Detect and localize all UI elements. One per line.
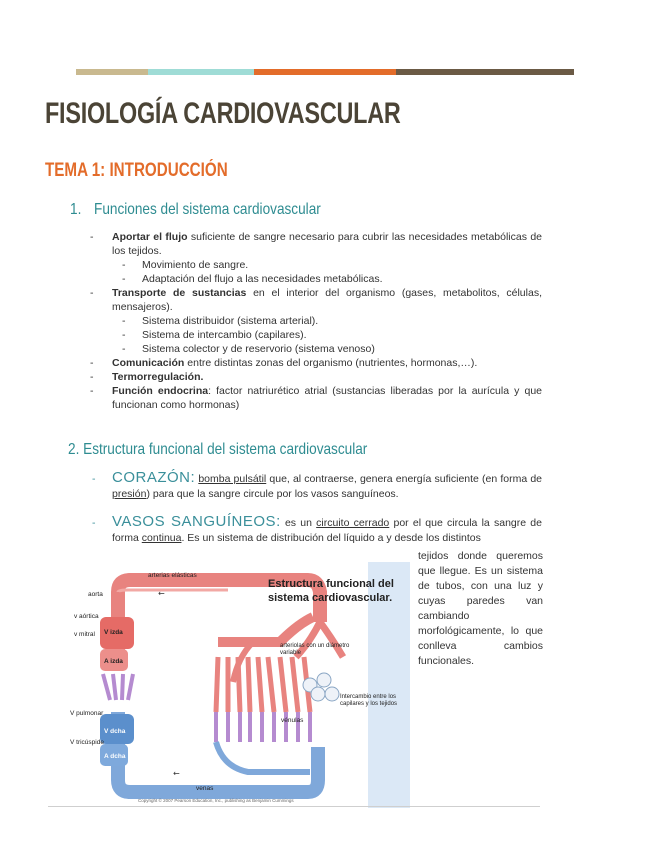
sub-list-item	[90, 328, 542, 342]
corazon-item	[92, 470, 542, 502]
sub-item-text: Sistema distribuidor (sistema arterial).	[142, 315, 319, 327]
dash-bullet: -	[92, 517, 96, 529]
dash-bullet: -	[90, 231, 94, 243]
section-2-heading: 2. Estructura funcional del sistema cardiovascular	[68, 441, 368, 458]
corazon-text-1: que, al contraerse, genera energía suficiente (en forma de	[266, 473, 542, 485]
vasos-text-1: es un	[280, 517, 317, 529]
cell	[311, 687, 325, 701]
corazon-underline-2: presión	[112, 488, 147, 500]
list-item	[90, 230, 542, 258]
dash-bullet: -	[122, 315, 126, 327]
vasos-text-2: por el que circula la sangre de forma	[112, 517, 542, 544]
sub-item-text: Movimiento de sangre.	[142, 259, 249, 271]
vasos-underline-1: circuito cerrado	[316, 517, 390, 529]
section-1-title: Funciones del sistema cardiovascular	[94, 201, 321, 218]
cell	[325, 687, 339, 701]
label-v-aortica: v aórtica	[74, 613, 99, 620]
figure-title-line-2: sistema cardiovascular.	[268, 592, 393, 604]
deco-segment-beige	[76, 69, 148, 75]
dash-bullet: -	[90, 371, 94, 383]
label-v-dcha: V dcha	[104, 728, 126, 735]
label-a-izda: A izda	[104, 658, 123, 665]
label-arteriolas-2: variable	[280, 650, 302, 656]
dash-bullet: -	[90, 357, 94, 369]
label-intercambio-1: Intercambio entre los	[340, 694, 397, 700]
label-v-pulmonar: V pulmonar	[70, 710, 104, 717]
list-item	[90, 286, 542, 314]
vasos-text-3: . Es un sistema de distribución del líquido a y desde los distintos	[181, 532, 481, 544]
tema-heading: TEMA 1: INTRODUCCIÓN	[45, 160, 228, 181]
dash-bullet: -	[122, 273, 126, 285]
section-1-number: 1.	[70, 201, 82, 218]
list-item	[90, 370, 542, 384]
label-aorta: aorta	[88, 591, 103, 598]
arrow-icon: ←	[158, 589, 165, 598]
item-text: en el interior del organismo (gases, metabolitos, células, mensajeros).	[112, 287, 542, 313]
decorative-color-bar	[76, 69, 574, 75]
cardiovascular-diagram	[48, 562, 410, 808]
label-venulas: vénulas	[281, 717, 304, 724]
vasos-underline-2: continua	[141, 532, 182, 544]
figure-title-line-1: Estructura funcional del	[268, 578, 394, 590]
deco-segment-orange	[254, 69, 396, 75]
item-bold: Función endocrina	[112, 385, 209, 397]
label-v-izda: V izda	[104, 629, 123, 636]
dash-bullet: -	[92, 473, 96, 485]
item-bold: Transporte de sustancias	[112, 287, 247, 299]
vasos-label: VASOS SANGUÍNEOS:	[112, 513, 281, 530]
item-bold: Aportar el flujo	[112, 231, 188, 243]
sub-item-text: Sistema colector y de reservorio (sistema venoso)	[142, 343, 375, 355]
document-title: FISIOLOGÍA CARDIOVASCULAR	[45, 97, 401, 130]
cell	[317, 673, 331, 687]
sub-list-item	[90, 342, 542, 356]
item-bold: Termorregulación.	[112, 371, 204, 383]
copyright-text: Copyright © 2007 Pearson Education, Inc., publishing as Benjamin Cummings	[138, 798, 294, 803]
label-arterias-elasticas: arterias elásticas	[148, 572, 197, 579]
dash-bullet: -	[122, 259, 126, 271]
figure-divider	[48, 806, 540, 807]
item-text: : factor natriurético atrial (sustancias liberadas por la aurícula y que funcionan como hormonas)	[112, 385, 542, 411]
label-a-dcha: A dcha	[104, 753, 126, 760]
corazon-underline-1: bomba pulsátil	[198, 473, 267, 485]
item-bold: Comunicación	[112, 357, 185, 369]
dash-bullet: -	[122, 329, 126, 341]
item-text: suficiente de sangre necesario para cubrir las necesidades metabólicas de los tejidos.	[112, 231, 543, 257]
label-v-mitral: v mitral	[74, 631, 95, 638]
item-text: entre distintas zonas del organismo (nutrientes, hormonas,…).	[184, 357, 478, 369]
deco-segment-mint	[148, 69, 254, 75]
dash-bullet: -	[90, 385, 94, 397]
label-arteriolas-1: arteriolas con un diámetro	[280, 643, 350, 649]
section-1-heading	[70, 201, 321, 219]
label-v-tricuspide: V tricúspide	[70, 739, 104, 746]
list-item	[90, 384, 542, 412]
vasos-side-text: tejidos donde queremos que llegue. Es un sistema de tubos, con una luz y cuyas paredes van cambiando morfológicamente, lo que conlleva cambios funcionales.	[418, 550, 543, 667]
dash-bullet: -	[122, 343, 126, 355]
sub-item-text: Sistema de intercambio (capilares).	[142, 329, 307, 341]
sub-list-item	[90, 258, 542, 272]
label-venas: venas	[196, 785, 214, 792]
corazon-label: CORAZÓN:	[112, 469, 196, 486]
label-intercambio-2: capilares y los tejidos	[340, 701, 398, 707]
vasos-item	[92, 514, 542, 546]
sub-list-item	[90, 314, 542, 328]
sub-item-text: Adaptación del flujo a las necesidades metabólicas.	[142, 273, 383, 285]
dash-bullet: -	[90, 287, 94, 299]
deco-segment-brown	[396, 69, 574, 75]
corazon-text-2: ) para que la sangre circule por los vasos sanguíneos.	[146, 488, 399, 500]
functions-list	[90, 230, 542, 412]
sub-list-item	[90, 272, 542, 286]
list-item	[90, 356, 542, 370]
arrow-icon: ←	[173, 769, 180, 778]
